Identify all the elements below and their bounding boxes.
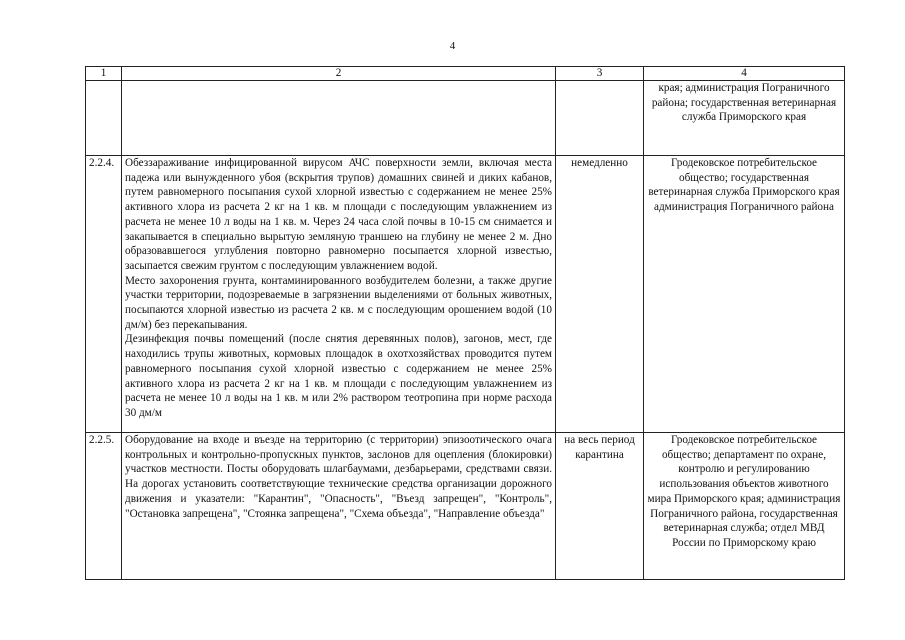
table-row — [86, 156, 845, 433]
row-description — [122, 81, 556, 156]
description-paragraph: Обеззараживание инфицированной вирусом АЧС поверхности земли, включая места падежа или вынужденного убоя (вскрытия трупов) домашних свиней и диких кабанов, путем равномерного посыпания сухой хлорной известью с содержанием не менее 25% активного хлора из расчета 2 кг на 1 кв. м площади с последующим увлажнением из расчета не менее 10 л воды на 1 кв. м. Через 24 часа слой почвы в 10-15 см снимается и закапывается в специально вырытую земляную траншею на глубину не менее 2 м. Дно образовавшегося углубления повторно равномерно посыпается хлорной известью, засыпается свежим грунтом с последующим увлажнением водой. — [125, 157, 552, 272]
row-number: 2.2.5. — [86, 433, 122, 580]
row-number: 2.2.4. — [86, 156, 122, 433]
column-header-4: 4 — [644, 67, 845, 81]
description-paragraph: Место захоронения грунта, контаминированного возбудителем болезни, а также другие участки территории, подозреваемые в загрязнении выделениями от больных животных, посыпаются хлорной известью из расчета 2 кв. м с последующим орошением водой (10 дм/м) без перекапывания. — [125, 274, 552, 331]
column-header-2: 2 — [122, 67, 556, 81]
row-responsible: Гродековское потребительское общество; государственная ветеринарная служба Приморского края администрация Пограничного района — [644, 156, 845, 433]
column-header-1: 1 — [86, 67, 122, 81]
table-row-continuation — [86, 81, 845, 156]
row-description — [122, 433, 556, 580]
description-paragraph: Дезинфекция почвы помещений (после снятия деревянных полов), загонов, мест, где находились трупы животных, кормовых площадок в охотхозяйствах проводится путем равномерного посыпания сухой хлорной известью с содержанием не менее 25% активного хлора из расчета 2 кг на 1 кв. м площади с последующим увлажнением из расчета не менее 10 л воды на 1 кв. м или 2% раствором теотропина при норме расхода 30 дм/м — [125, 333, 552, 419]
measures-table — [85, 66, 845, 580]
row-term: на весь период карантина — [556, 433, 644, 580]
column-header-3: 3 — [556, 67, 644, 81]
row-term — [556, 81, 644, 156]
page-number: 4 — [449, 40, 456, 52]
row-term: немедленно — [556, 156, 644, 433]
row-description — [122, 156, 556, 433]
table-row — [86, 433, 845, 580]
row-number — [86, 81, 122, 156]
description-paragraph: Оборудование на входе и въезде на территорию (с территории) эпизоотического очага контрольных и контрольно-пропускных пунктов, заслонов для оцепления (блокировки) участков местности. Посты оборудовать шлагбаумами, дезбарьерами, средствами связи. На дорогах установить соответствующие технические средства организации дорожного движения и указатели: "Карантин", "Опасность", "Въезд запрещен", "Контроль", "Остановка запрещена", "Стоянка запрещена", "Схема объезда", "Направление объезда" — [125, 434, 552, 520]
table-header-row — [86, 67, 845, 81]
row-responsible: края; администрация Пограничного района; государственная ветеринарная служба Приморского края — [644, 81, 845, 156]
row-responsible: Гродековское потребительское общество; департамент по охране, контролю и регулированию использования объектов животного мира Приморского края; администрация Пограничного района, государственная ветеринарная служба; отдел МВД России по Приморскому краю — [644, 433, 845, 580]
